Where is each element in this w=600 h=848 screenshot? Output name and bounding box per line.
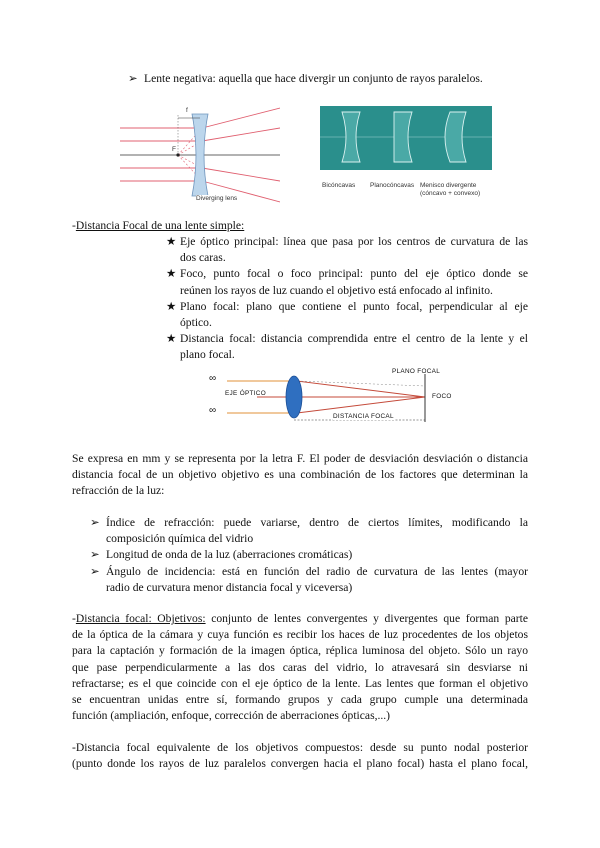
- intro-bullet-text: Lente negativa: aquella que hace divergir un conjunto de rayos paralelos.: [144, 72, 483, 85]
- intro-bullet: [128, 71, 548, 87]
- list-item: ★ Eje óptico principal: línea que pasa por los centros de curvatura de las dos caras.: [166, 234, 528, 266]
- arrow-bullet-icon: ➢: [90, 548, 100, 562]
- meniscus-caption: Menisco divergente: [420, 182, 477, 189]
- section1-heading: -Distancia Focal de una lente simple:: [72, 219, 245, 232]
- lens-types-figure: [320, 106, 492, 204]
- arrow-bullet-icon: ➢: [90, 564, 100, 578]
- list-item: ➢ Longitud de onda de la luz (aberraciones cromáticas): [90, 547, 528, 563]
- plano-focal-label: PLANO FOCAL: [392, 368, 441, 375]
- lens-types-diagram: [320, 106, 492, 170]
- list-item: ➢ Índice de refracción: puede variarse, dentro de ciertos límites, modificando la composición química del vidrio: [90, 515, 528, 547]
- focus-label: F: [172, 146, 176, 153]
- section2-heading: Distancia focal: Objetivos:: [75, 612, 206, 625]
- focal-distance-figure: [205, 368, 467, 426]
- arrow-bullet-icon: ➢: [128, 72, 138, 85]
- distancia-focal-label: DISTANCIA FOCAL: [333, 413, 394, 420]
- star-icon: ★: [166, 332, 177, 346]
- objectives-paragraph: -Distancia focal: Objetivos: conjunto de lentes convergentes y divergentes que forman parte de la óptica de la cámara y cuya función es recibir los haces de luz procedentes de los objetos para la captación y formación de la imagen óptica, réplica luminosa del objeto. Sólo un rayo que pase perpendicularmente a las dos caras del vidrio, lo atravesará sin desviarse ni refractarse; es el que coincide con el eje óptico de la lente. Las lentes que forman el objetivo se encuentran unidas entre sí, formando grupos y cada grupo cumple una determinada función (ampliación, enfoque, corrección de aberraciones ópticas,...): [72, 612, 528, 723]
- infinity-icon: ∞: [209, 405, 217, 416]
- planoconcave-caption: Planocóncavas: [370, 182, 415, 189]
- eje-optico-label: EJE ÓPTICO: [225, 390, 266, 397]
- meniscus-subcaption: (cóncavo + convexo): [420, 190, 481, 197]
- arrow-bullet-icon: ➢: [90, 516, 100, 529]
- diverging-lens-diagram: [120, 106, 280, 204]
- refraction-factors-list: [90, 515, 528, 596]
- list-item: ➢ Ángulo de incidencia: está en función del radio de curvatura de las lentes (mayor radio de curvatura menor distancia focal y viceversa): [90, 564, 528, 596]
- star-icon: ★: [166, 267, 177, 281]
- section1-list: [166, 234, 528, 364]
- section1-heading-text: Distancia Focal de una lente simple:: [75, 219, 245, 232]
- diverging-lens-figure: [120, 106, 280, 204]
- figure1-caption: Diverging lens: [196, 195, 238, 202]
- paragraph-1: Se expresa en mm y se representa por la letra F. El poder de desviación desviación o distancia distancia focal de un objetivo objetivo es una combinación de los factores que determinan la refracción de la luz:: [72, 452, 528, 498]
- equivalent-focal-paragraph: -Distancia focal equivalente de los objetivos compuestos: desde su punto nodal posterior (punto donde los rayos de luz paralelos convergen hacia el plano focal) hasta el plano focal,: [72, 741, 528, 771]
- infinity-icon: ∞: [209, 373, 217, 384]
- star-icon: ★: [166, 299, 177, 313]
- focal-length-label: f: [186, 107, 188, 114]
- biconcave-caption: Bicóncavas: [322, 182, 356, 189]
- foco-label: FOCO: [432, 393, 452, 400]
- star-icon: ★: [166, 235, 177, 248]
- list-item: ★ Plano focal: plano que contiene el punto focal, perpendicular al eje óptico.: [166, 299, 528, 331]
- list-item: ★ Distancia focal: distancia comprendida entre el centro de la lente y el plano focal.: [166, 331, 528, 363]
- list-item: ★ Foco, punto focal o foco principal: punto del eje óptico donde se reúnen los rayos de luz cuando el objetivo está enfocado al infinito.: [166, 266, 528, 298]
